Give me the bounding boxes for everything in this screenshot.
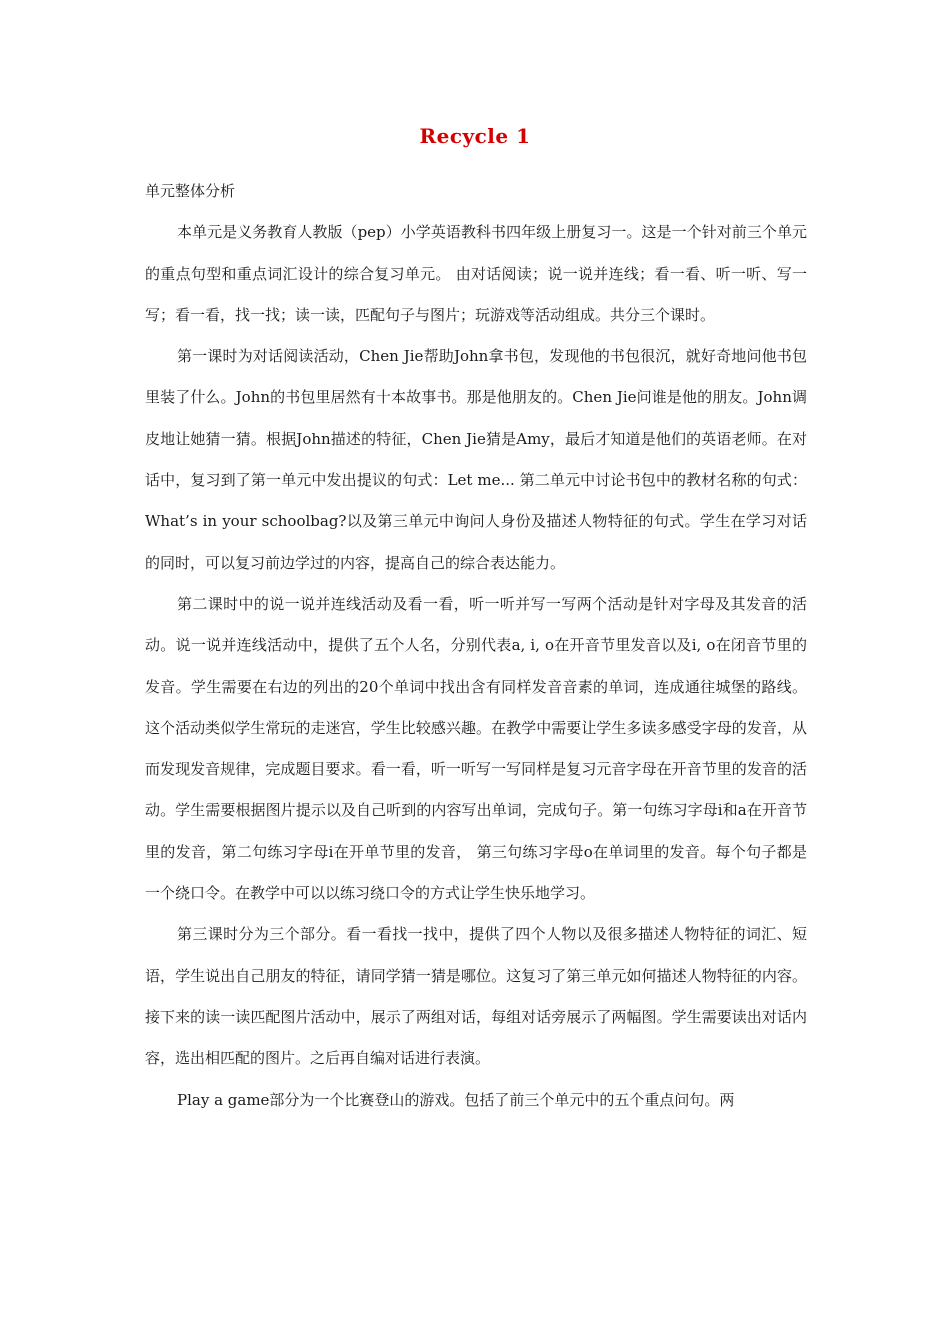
document-title: Recycle 1	[419, 124, 531, 148]
paragraph-play-a-game: Play a game部分为一个比赛登山的游戏。包括了前三个单元中的五个重点问句。两	[177, 1090, 735, 1109]
paragraph-lesson-one: 第一课时为对话阅读活动，Chen Jie帮助John拿书包，发现他的书包很沉，就好奇地问他书包里装了什么。John的书包里居然有十本故事书。那是他朋友的。Chen Jie问谁是他的朋友。John调皮地让她猜一猜。根据John描述的特征，Chen Jie猜是Amy，最后才知道是他们的英语老师。在对话中，复习到了第一单元中发出提议的句式：Let me... 第二单元中讨论书包中的教材名称的句式：What’s in your schoolbag?以及第三单元中询问人身份及描述人物特征的句式。学生在学习对话的同时，可以复习前边学过的内容，提高自己的综合表达能力。	[145, 347, 807, 572]
document-body	[145, 171, 807, 1121]
paragraph-lesson-three: 第三课时分为三个部分。看一看找一找中，提供了四个人物以及很多描述人物特征的词汇、短语，学生说出自己朋友的特征，请同学猜一猜是哪位。这复习了第三单元如何描述人物特征的内容。接下来的读一读匹配图片活动中，展示了两组对话，每组对话旁展示了两幅图。学生需要读出对话内容，选出相匹配的图片。之后再自编对话进行表演。	[145, 925, 807, 1068]
paragraph-lesson-two: 第二课时中的说一说并连线活动及看一看，听一听并写一写两个活动是针对字母及其发音的活动。说一说并连线活动中，提供了五个人名，分别代表a, i, o在开音节里发音以及i, o在闭音节里的发音。学生需要在右边的列出的20个单词中找出含有同样发音音素的单词，连成通往城堡的路线。这个活动类似学生常玩的走迷宫，学生比较感兴趣。在教学中需要让学生多读多感受字母的发音，从而发现发音规律，完成题目要求。看一看，听一听写一写同样是复习元音字母在开音节里的发音的活动。学生需要根据图片提示以及自己听到的内容写出单词，完成句子。第一句练习字母i和a在开音节里的发音，第二句练习字母i在开单节里的发音， 第三句练习字母o在单词里的发音。每个句子都是一个绕口令。在教学中可以以练习绕口令的方式让学生快乐地学习。	[145, 594, 807, 903]
section-heading: 单元整体分析	[145, 182, 236, 200]
paragraph-overview: 本单元是义务教育人教版（pep）小学英语教科书四年级上册复习一。这是一个针对前三个单元的重点句型和重点词汇设计的综合复习单元。 由对话阅读；说一说并连线；看一看、听一听、写一写；看一看，找一找；读一读，匹配句子与图片；玩游戏等活动组成。共分三个课时。	[145, 223, 807, 324]
